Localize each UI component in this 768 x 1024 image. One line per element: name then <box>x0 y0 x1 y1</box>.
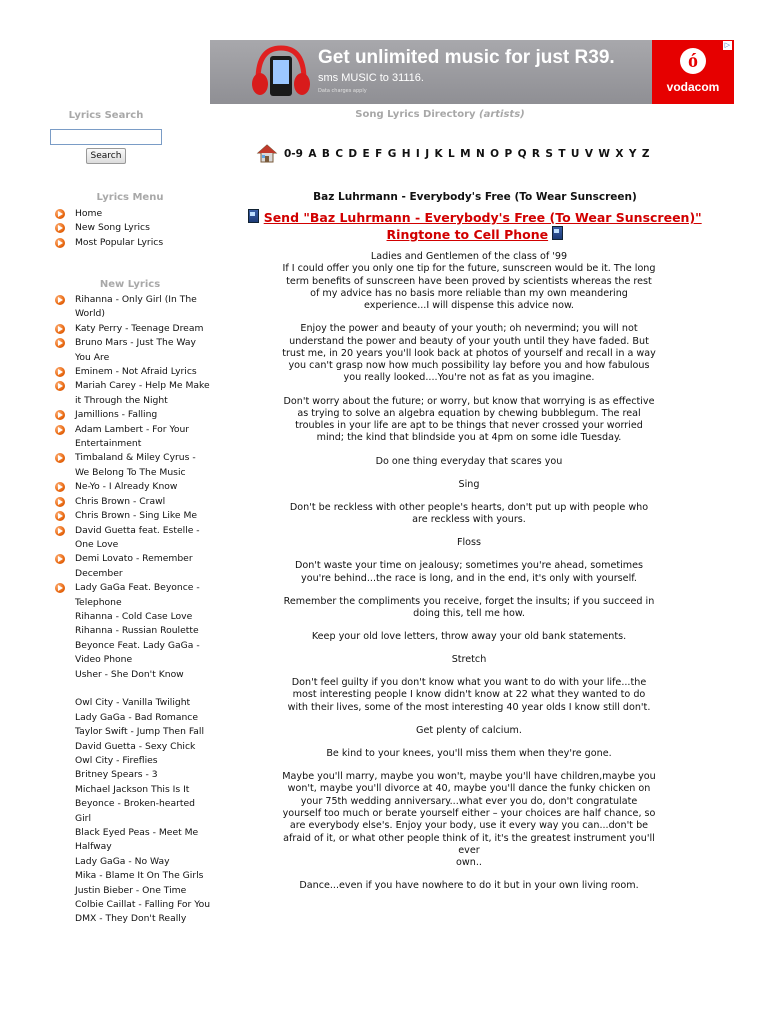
arrow-bullet-icon <box>55 554 65 564</box>
lyrics-paragraph: Remember the compliments you receive, forget the insults; if you succeed in doing this, tell me how. <box>283 595 655 619</box>
lyrics-paragraph: Don't feel guilty if you don't know what you want to do with your life...the most interesting people I know didn't know at 22 what they wanted to do with their lives, some of the most interesting 40 year olds I know still don't. <box>287 677 651 713</box>
new-lyrics-item[interactable] <box>52 696 212 710</box>
new-lyrics-item[interactable] <box>52 884 212 898</box>
new-lyrics-link[interactable]: DMX - They Don't Really <box>75 913 187 925</box>
new-lyrics-item[interactable] <box>52 408 212 422</box>
new-lyrics-item[interactable] <box>52 552 212 581</box>
alphabet-letter-link[interactable]: R <box>531 148 541 160</box>
new-lyrics-link[interactable]: Britney Spears - 3 <box>75 769 158 781</box>
lyrics-paragraph: Don't worry about the future; or worry, but know that worrying is as effective as trying to solve an algebra equation by chewing bubblegum. The real troubles in your life are apt to be things that never crossed your worried mind; the kind that blindside you at 4pm on some idle Tuesday. <box>283 395 655 444</box>
lyrics-paragraph: Floss <box>456 537 482 549</box>
new-lyrics-item[interactable] <box>52 610 212 624</box>
vodacom-speechmark-icon: ó <box>680 48 706 74</box>
house-icon[interactable] <box>256 143 278 165</box>
lyrics-paragraph: Don't waste your time on jealousy; sometimes you're ahead, sometimes you're behind...the race is long, and in the end, it's only with yourself. <box>294 560 644 584</box>
lyrics-paragraph: Don't be reckless with other people's hearts, don't put up with people who are reckless with yours. <box>289 501 649 526</box>
alphabet-letter-link[interactable]: H <box>401 148 411 160</box>
arrow-bullet-icon <box>55 482 65 492</box>
menu-item[interactable] <box>52 207 212 221</box>
new-lyrics-item[interactable] <box>52 495 212 509</box>
arrow-bullet-icon <box>55 338 65 348</box>
alphabet-letter-link[interactable]: L <box>448 148 455 160</box>
new-lyrics-link[interactable]: David Guetta feat. Estelle - One Love <box>75 524 200 550</box>
ringtone-link[interactable] <box>232 209 718 243</box>
arrow-bullet-icon <box>55 425 65 435</box>
arrow-bullet-icon <box>55 295 65 305</box>
alphabet-letter-link[interactable]: T <box>558 148 566 160</box>
new-lyrics-item[interactable] <box>52 711 212 725</box>
menu-item[interactable] <box>52 236 212 250</box>
new-lyrics-item[interactable] <box>52 783 212 797</box>
arrow-bullet-icon <box>55 497 65 507</box>
alphabet-letter-link[interactable]: E <box>362 148 370 160</box>
new-lyrics-link[interactable]: Justin Bieber - One Time <box>75 884 187 896</box>
banner-fine-print: Data charges apply <box>318 88 367 94</box>
lyrics-paragraph: Enjoy the power and beauty of your youth; oh nevermind; you will not understand the power and beauty of your youth until they have faded. But trust me, in 20 years you'll look back at photos of yourself and recall in a way you can't grasp now how much possibility lay before you and how fabulous you really looked....You're not as fat as you imagine. <box>282 323 656 384</box>
new-lyrics-link[interactable]: Demi Lovato - Remember December <box>75 553 193 579</box>
alphabet-letter-link[interactable]: D <box>348 148 358 160</box>
ad-banner[interactable] <box>210 40 734 104</box>
new-lyrics-link[interactable]: Taylor Swift - Jump Then Fall <box>75 726 204 738</box>
arrow-bullet-icon <box>55 410 65 420</box>
new-lyrics-link[interactable]: Mika - Blame It On The Girls <box>75 870 204 882</box>
new-lyrics-link[interactable]: Chris Brown - Crawl <box>75 495 166 507</box>
new-lyrics-link[interactable]: Rihanna - Russian Roulette <box>75 625 199 637</box>
alphabet-letter-link[interactable]: Q <box>517 148 527 160</box>
alphabet-letter-link[interactable]: W <box>598 148 610 160</box>
alphabet-letter-link[interactable]: B <box>321 148 330 160</box>
arrow-bullet-icon <box>55 583 65 593</box>
new-lyrics-link[interactable]: Michael Jackson This Is It <box>75 783 190 795</box>
arrow-bullet-icon <box>55 526 65 536</box>
new-lyrics-link[interactable]: Lady GaGa - No Way <box>75 855 170 867</box>
lyrics-paragraph: Ladies and Gentlemen of the class of '99 If I could offer you only one tip for the future, sunscreen would be it. The long term benefits of sunscreen have been proved by scientists whereas the rest of my advice has no basis more reliable than my own meandering experience...I will dispense this advice now. <box>282 251 656 312</box>
search-button[interactable]: Search <box>86 148 126 164</box>
alphabet-letter-link[interactable]: O <box>490 148 500 160</box>
alphabet-letter-link[interactable]: K <box>434 148 443 160</box>
new-lyrics-item[interactable] <box>52 524 212 553</box>
new-lyrics-item[interactable] <box>52 826 212 855</box>
alphabet-letter-link[interactable]: J <box>425 148 430 160</box>
new-lyrics-link[interactable]: Usher - She Don't Know <box>75 668 184 680</box>
alphabet-letter-link[interactable]: P <box>504 148 513 160</box>
new-lyrics-link[interactable]: Owl City - Vanilla Twilight <box>75 697 191 709</box>
alphabet-letter-link[interactable]: C <box>335 148 344 160</box>
new-lyrics-item[interactable] <box>52 322 212 336</box>
new-lyrics-item[interactable] <box>52 423 212 452</box>
lyrics-paragraph: Stretch <box>451 654 487 666</box>
new-lyrics-item[interactable] <box>52 740 212 754</box>
new-lyrics-link[interactable]: Adam Lambert - For Your Entertainment <box>75 423 190 450</box>
new-lyrics-link[interactable]: Ne-Yo - I Already Know <box>75 481 178 493</box>
lyrics-paragraph: Keep your old love letters, throw away your old bank statements. <box>311 631 627 642</box>
cell-phone-icon <box>552 226 563 240</box>
alphabet-letter-link[interactable]: M <box>460 148 471 160</box>
new-lyrics-list <box>52 293 212 927</box>
new-lyrics-link[interactable]: Bruno Mars - Just The Way You Are <box>75 337 196 363</box>
search-input[interactable] <box>50 129 162 145</box>
new-lyrics-item[interactable] <box>52 639 212 668</box>
new-lyrics-item[interactable] <box>52 869 212 883</box>
lyrics-menu-list <box>52 207 212 250</box>
lyrics-paragraph: Get plenty of calcium. <box>416 724 522 736</box>
new-lyrics-item[interactable] <box>52 581 212 610</box>
arrow-bullet-icon <box>55 367 65 377</box>
lyrics-menu-heading: Lyrics Menu <box>96 192 164 203</box>
lyrics-body <box>282 251 656 903</box>
new-lyrics-link[interactable]: Owl City - Fireflies <box>75 754 158 766</box>
new-lyrics-item[interactable] <box>52 365 212 379</box>
new-lyrics-link[interactable]: Rihanna - Cold Case Love <box>75 610 193 622</box>
alphabet-letter-link[interactable]: Z <box>641 148 650 160</box>
headphones-phone-icon <box>250 42 312 102</box>
new-lyrics-item[interactable] <box>52 509 212 523</box>
new-lyrics-link[interactable]: Beyonce - Broken-hearted Girl <box>75 798 195 824</box>
new-lyrics-item[interactable] <box>52 912 212 926</box>
new-lyrics-item[interactable] <box>52 797 212 826</box>
new-lyrics-link[interactable]: Lady GaGa Feat. Beyonce - Telephone <box>75 582 200 608</box>
new-lyrics-item[interactable] <box>52 451 212 480</box>
new-lyrics-link[interactable]: Beyonce Feat. Lady GaGa - Video Phone <box>75 639 200 666</box>
alphabet-letter-link[interactable]: S <box>545 148 553 160</box>
alphabet-letter-link[interactable]: Y <box>628 148 637 160</box>
new-lyrics-heading: New Lyrics <box>99 279 161 290</box>
alphabet-letters <box>284 148 655 160</box>
new-lyrics-item[interactable] <box>52 379 212 408</box>
alphabet-letter-link[interactable]: U <box>570 148 580 160</box>
lyrics-search-heading: Lyrics Search <box>68 110 144 121</box>
alphabet-letter-link[interactable]: 0-9 <box>284 148 303 160</box>
banner-subline: sms MUSIC to 31116. <box>318 72 424 84</box>
menu-item-label[interactable]: Most Popular Lyrics <box>75 236 164 248</box>
new-lyrics-item[interactable] <box>52 768 212 782</box>
arrow-bullet-icon <box>55 209 65 219</box>
new-lyrics-link[interactable]: Colbie Caillat - Falling For You <box>75 899 211 911</box>
arrow-bullet-icon <box>55 381 65 391</box>
new-lyrics-link[interactable]: Lady GaGa - Bad Romance <box>75 711 198 723</box>
song-title: Baz Luhrmann - Everybody's Free (To Wear Sunscreen) <box>313 191 637 203</box>
new-lyrics-item[interactable] <box>52 898 212 912</box>
directory-title-text: Song Lyrics Directory <box>355 109 476 120</box>
new-lyrics-item[interactable] <box>52 336 212 365</box>
new-lyrics-item[interactable] <box>52 855 212 869</box>
lyrics-paragraph: Dance...even if you have nowhere to do it but in your own living room. <box>299 880 639 892</box>
new-lyrics-item[interactable] <box>52 682 212 696</box>
alphabet-letter-link[interactable]: G <box>387 148 397 160</box>
new-lyrics-link[interactable]: Rihanna - Only Girl (In The World) <box>75 294 197 320</box>
alphabet-letter-link[interactable]: V <box>584 148 593 160</box>
directory-title-suffix: (artists) <box>479 109 525 120</box>
menu-item[interactable] <box>52 221 212 235</box>
alphabet-nav <box>256 142 696 166</box>
arrow-bullet-icon <box>55 223 65 233</box>
alphabet-letter-link[interactable]: X <box>615 148 624 160</box>
menu-item-label[interactable]: New Song Lyrics <box>75 222 150 234</box>
arrow-bullet-icon <box>55 324 65 334</box>
arrow-bullet-icon <box>55 511 65 521</box>
new-lyrics-item[interactable] <box>52 293 212 322</box>
banner-headline: Get unlimited music for just R39. <box>318 47 615 68</box>
lyrics-paragraph: Maybe you'll marry, maybe you won't, maybe you'll have children,maybe you won't, maybe you'll divorce at 40, maybe you'll dance the funky chicken on your 75th wedding anniversary...what ever you do, don't congratulate yourself too much or berate yourself either – your choices are half chance, so are everybody else's. Enjoy your body, use it every way you can...don't be afraid of it, or what other people think of it, it's the greatest instrument you'll ever own.. <box>282 771 656 869</box>
new-lyrics-item[interactable] <box>52 725 212 739</box>
arrow-bullet-icon <box>55 453 65 463</box>
menu-item-label[interactable]: Home <box>75 208 103 219</box>
lyrics-paragraph: Do one thing everyday that scares you <box>375 455 563 467</box>
alphabet-letter-link[interactable]: N <box>475 148 485 160</box>
directory-title <box>330 109 550 120</box>
new-lyrics-link[interactable]: Eminem - Not Afraid Lyrics <box>75 366 197 378</box>
ringtone-link-line2[interactable]: Ringtone to Cell Phone <box>386 227 549 242</box>
adchoices-icon[interactable]: ▷ <box>724 41 730 49</box>
new-lyrics-link[interactable]: Katy Perry - Teenage Dream <box>75 322 204 334</box>
arrow-bullet-icon <box>55 238 65 248</box>
new-lyrics-link[interactable]: Mariah Carey - Help Me Make it Through the Night <box>75 380 210 406</box>
new-lyrics-item[interactable] <box>52 480 212 494</box>
new-lyrics-link[interactable]: David Guetta - Sexy Chick <box>75 740 196 752</box>
alphabet-letter-link[interactable]: F <box>375 148 383 160</box>
alphabet-letter-link[interactable]: A <box>308 148 317 160</box>
new-lyrics-item[interactable] <box>52 624 212 638</box>
ringtone-link-line1[interactable]: Send "Baz Luhrmann - Everybody's Free (To Wear Sunscreen)" <box>263 210 702 225</box>
alphabet-letter-link[interactable]: I <box>415 148 420 160</box>
new-lyrics-link[interactable]: Chris Brown - Sing Like Me <box>75 510 198 522</box>
lyrics-paragraph: Sing <box>458 478 480 490</box>
new-lyrics-item[interactable] <box>52 754 212 768</box>
new-lyrics-link[interactable]: Timbaland & Miley Cyrus - We Belong To The Music <box>75 452 196 478</box>
new-lyrics-link[interactable]: Black Eyed Peas - Meet Me Halfway <box>75 827 199 853</box>
new-lyrics-item[interactable] <box>52 668 212 682</box>
vodacom-wordmark: vodacom <box>666 80 720 94</box>
new-lyrics-link[interactable]: Jamillions - Falling <box>75 409 158 421</box>
lyrics-paragraph: Be kind to your knees, you'll miss them when they're gone. <box>326 747 612 759</box>
cell-phone-icon <box>248 209 259 223</box>
